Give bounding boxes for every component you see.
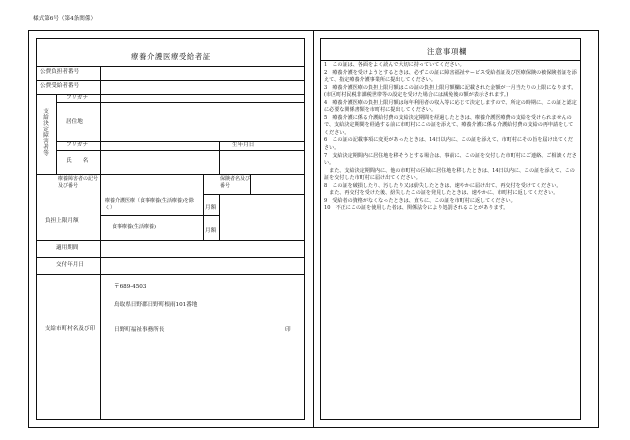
grid-line xyxy=(56,141,305,142)
issuer-seal: 印 xyxy=(285,327,291,333)
furigana-label-2: フリガナ xyxy=(66,142,89,148)
note-item: 9 受給者の資格がなくなったときは、直ちに、この証を市町村に返してください。 xyxy=(324,197,516,204)
issuer-address: 鳥取県日野郡日野町根雨101番地 xyxy=(114,302,198,308)
grid-line xyxy=(56,94,57,174)
medical-limit-label: 療養介護医療（食事療養(生活療養)を除く） xyxy=(105,198,194,211)
insurer-name-number-label: 保険者名及び番号 xyxy=(220,176,251,189)
grid-line xyxy=(100,215,219,216)
medical-monthly-amount-label: 月額 xyxy=(205,205,217,211)
grid-line xyxy=(56,150,305,151)
note-item: 2 療養介護を受けようとするときは、必ずこの証に障害福祉サービス受給者証及び医療保険の被保険者証を添えて、指定療養介護事業所に提出してください。 xyxy=(324,69,577,84)
center-divider xyxy=(313,30,314,428)
birthdate-label: 生年月日 xyxy=(232,142,255,148)
public-recipient-number-label: 公費受給者番号 xyxy=(40,83,80,89)
note-item: また、再交付を受けた後、紛失したこの証を発見したときは、速やかに、市町村に返してください。 xyxy=(324,190,559,197)
grid-line xyxy=(250,174,251,194)
address-label: 居住地 xyxy=(66,119,83,125)
grid-line xyxy=(56,102,305,103)
note-item: また、支給決定期間内に、他の市町村の区域に居住地を移したときは、14日以内に、この証を添えて、この証を交付した市町村に届け出てください。 xyxy=(324,167,575,182)
notes-header-divider xyxy=(320,60,581,61)
recipient-side-label: 支給決定障害者等 xyxy=(42,108,48,156)
issuer-label: 支給市町村名及び印 xyxy=(44,326,96,332)
form-number: 様式第6号（第4条関係） xyxy=(33,16,97,22)
furigana-label: フリガナ xyxy=(66,95,89,101)
grid-line xyxy=(36,66,305,67)
grid-line xyxy=(36,174,305,175)
note-item: 8 この証を破損したり、汚したり又は紛失したときは、速やかに届け出て、再交付を受けてください。 xyxy=(324,182,562,189)
note-item: 5 療養介護に係る介護給付費の支給決定期間を経過したときは、療養介護医療費の支給を受けられませんので、支給決定期間を経過する前に市町村にこの証を添えて、療養介護に係る介護給付費の支給の再申請をしてください。 xyxy=(324,114,574,136)
meal-limit-label: 食事療養(生活療養) xyxy=(112,224,156,230)
grid-line xyxy=(36,240,305,241)
note-item: 4 療養介護医療の負担上限月額は毎年利用者の収入等に応じて決定しますので、所定の時期に、この証と認定に必要な関係書類を市町村に提出してください。 xyxy=(324,99,577,114)
grid-line xyxy=(100,66,101,94)
name-label: 氏 名 xyxy=(66,158,89,164)
grid-line xyxy=(203,194,305,195)
grid-line xyxy=(219,194,220,240)
issuer-mayor: 日野町福祉事務所長 xyxy=(114,327,165,333)
grid-line xyxy=(100,94,101,174)
note-item: 3 療養介護医療の負担上限月額はこの証の負担上限月額欄に記載された金額が一月当たりの上限になります。(市区町村民税非課税世帯等の設定を受けた場合には減免後の額が表示されます。) xyxy=(324,84,577,99)
notes-title: 注意事項欄 xyxy=(427,47,467,56)
grid-line xyxy=(36,80,305,81)
grid-line xyxy=(100,174,101,420)
grid-line xyxy=(36,274,305,275)
monthly-limit-label: 負担上限月額 xyxy=(45,218,79,224)
note-item: 1 この証は、各面をよく読んで大切に持っていてください。 xyxy=(324,62,465,68)
grid-line xyxy=(36,257,305,258)
note-item: 10 不正にこの証を使用した者は、関係法令により処罰されることがあります。 xyxy=(324,205,509,212)
issue-date-label: 交付年月日 xyxy=(56,262,84,268)
validity-period-label: 適用期間 xyxy=(56,245,79,251)
notes-list xyxy=(324,62,578,213)
public-payer-number-label: 公費負担者番号 xyxy=(40,69,80,75)
certificate-title: 療養介護医療受給者証 xyxy=(131,52,211,61)
guardian-name-number-label: 療養障害者の記号及び番号 xyxy=(58,176,99,189)
issuer-postal-code: 〒689-4503 xyxy=(114,284,147,290)
note-item: 6 この証の記載事項に変更があったときは、14日以内に、この証を添えて、市町村にその旨を届け出てください。 xyxy=(324,137,573,152)
note-item: 7 支給決定期間内に居住地を移そうとする場合は、事前に、この証を交付した市町村にご連絡、ご相談ください。 xyxy=(324,152,577,167)
meal-monthly-amount-label: 月額 xyxy=(205,228,217,234)
grid-line xyxy=(203,174,204,240)
grid-line xyxy=(219,141,220,174)
